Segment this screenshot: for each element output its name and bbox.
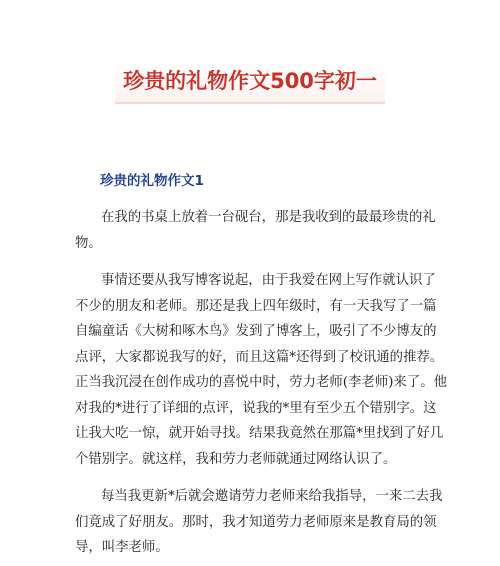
text-line: 对我的*进行了详细的点评，说我的*里有至少五个错别字。这 (75, 400, 437, 416)
text-line: 让我大吃一惊，就开始寻找。结果我竟然在那篇*里找到了好几 (75, 426, 444, 441)
text-line: 自编童话《大树和啄木鸟》发到了博客上，吸引了不少博友的 (75, 324, 437, 339)
text-line: 导，叫李老师。 (75, 540, 169, 555)
text-line: 们竟成了好朋友。那时，我才知道劳力老师原来是教育局的领 (75, 514, 437, 530)
text-line: 事情还要从我写博客说起，由于我爱在网上写作就认识了 (101, 273, 436, 288)
text-line: 不少的朋友和老师。那还是我上四年级时，有一天我写了一篇 (75, 298, 437, 314)
section-heading: 珍贵的礼物作文1 (100, 173, 204, 189)
text-line: 点评，大家都说我写的好，而且这篇*还得到了校讯通的推荐。 (75, 349, 444, 365)
text-line: 物。 (75, 235, 102, 251)
text-line: 在我的书桌上放着一台砚台，那是我收到的最最珍贵的礼 (101, 210, 436, 225)
paragraph-2 (75, 268, 447, 472)
paragraph-1 (75, 205, 435, 256)
paragraph-3 (75, 484, 443, 561)
title-banner (0, 58, 500, 104)
page-title: 珍贵的礼物作文500字初一 (115, 58, 385, 104)
text-line: 每当我更新*后就会邀请劳力老师来给我指导，一来二去我 (101, 489, 443, 504)
text-line: 正当我沉浸在创作成功的喜悦中时，劳力老师(李老师)来了。他 (75, 375, 447, 390)
text-line: 个错别字。就这样，我和劳力老师就通过网络认识了。 (75, 451, 397, 467)
article-body (75, 205, 447, 566)
